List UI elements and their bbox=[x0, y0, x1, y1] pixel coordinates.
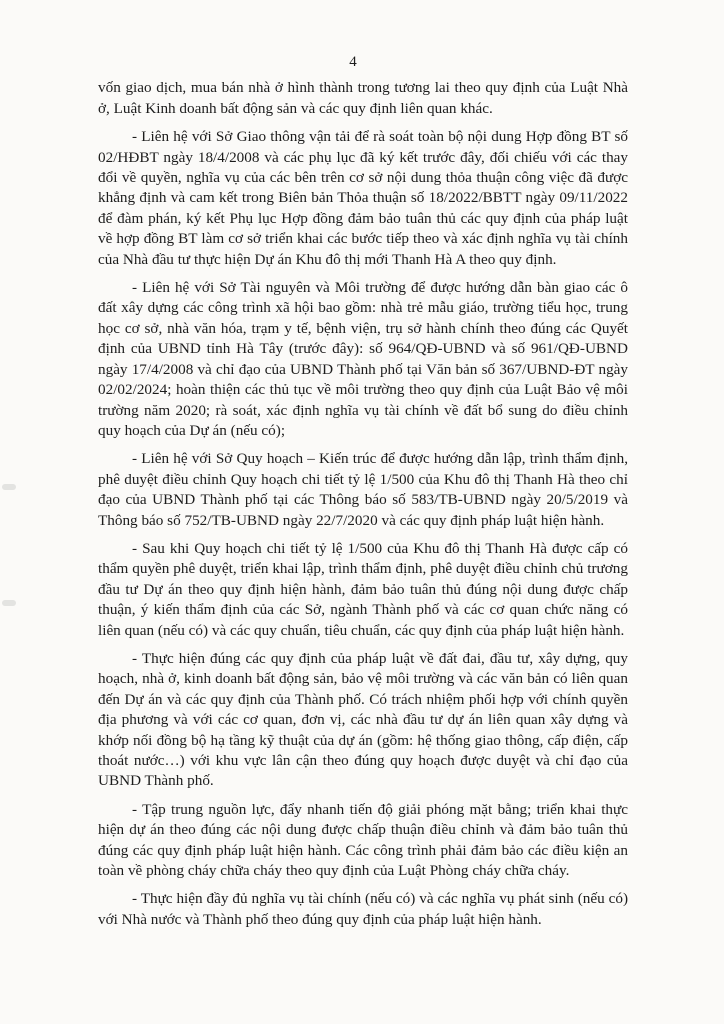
paragraph-8: - Thực hiện đầy đủ nghĩa vụ tài chính (nếu có) và các nghĩa vụ phát sinh (nếu có) với Nhà nước và Thành phố theo đúng quy định của pháp luật hiện hành. bbox=[98, 890, 628, 928]
page-number: 4 bbox=[349, 54, 357, 70]
scan-edge-mark bbox=[2, 484, 16, 490]
paragraph-1: vốn giao dịch, mua bán nhà ở hình thành trong tương lai theo quy định của Luật Nhà ở, Luật Kinh doanh bất động sản và các quy định liên quan khác. bbox=[98, 79, 628, 117]
scan-edge-mark bbox=[2, 600, 16, 606]
paragraph-5: - Sau khi Quy hoạch chi tiết tỷ lệ 1/500 của Khu đô thị Thanh Hà được cấp có thẩm quyền phê duyệt, triển khai lập, trình thẩm định, phê duyệt điều chỉnh chủ trương đầu tư Dự án theo quy định hiện hành, đảm bảo tuân thủ đúng nội dung được chấp thuận, ý kiến thẩm định của các Sở, ngành Thành phố và các cơ quan chức năng có liên quan (nếu có) và các quy chuẩn, tiêu chuẩn, các quy định của pháp luật hiện hành. bbox=[98, 539, 628, 639]
paragraph-6: - Thực hiện đúng các quy định của pháp luật về đất đai, đầu tư, xây dựng, quy hoạch, nhà ở, kinh doanh bất động sản, bảo vệ môi trường và các văn bản có liên quan đến Dự án và các quy định của Thành phố. Có trách nhiệm phối hợp với chính quyền địa phương và với các cơ quan, đơn vị, các nhà đầu tư dự án liên quan xây dựng và khớp nối đồng bộ hạ tầng kỹ thuật của dự án (gồm: hệ thống giao thông, cấp điện, cấp thoát nước…) với khu vực lân cận theo đúng quy hoạch được duyệt và chỉ đạo của UBND Thành phố. bbox=[98, 649, 628, 790]
document-body bbox=[98, 78, 628, 930]
paragraph-3: - Liên hệ với Sở Tài nguyên và Môi trường để được hướng dẫn bàn giao các ô đất xây dựng các công trình xã hội bao gồm: nhà trẻ mẫu giáo, trường tiểu học, trung học cơ sở, nhà văn hóa, trạm y tế, bệnh viện, trụ sở hành chính theo đúng các Quyết định của UBND tỉnh Hà Tây (trước đây): số 964/QĐ-UBND và số 961/QĐ-UBND ngày 17/4/2008 và chỉ đạo của UBND Thành phố tại Văn bản số 367/UBND-ĐT ngày 02/02/2024; hoàn thiện các thủ tục về môi trường theo quy định của Luật Bảo vệ môi trường năm 2020; rà soát, xác định nghĩa vụ tài chính về đất bổ sung do điều chỉnh quy hoạch của Dự án (nếu có); bbox=[98, 279, 628, 439]
paragraph-7: - Tập trung nguồn lực, đẩy nhanh tiến độ giải phóng mặt bằng; triển khai thực hiện dự án theo đúng các nội dung được chấp thuận điều chỉnh và đảm bảo tuân thủ đúng các quy định pháp luật hiện hành. Các công trình phải đảm bảo các điều kiện an toàn về phòng cháy chữa cháy theo quy định của Luật Phòng cháy chữa cháy. bbox=[98, 800, 628, 880]
paragraph-2: - Liên hệ với Sở Giao thông vận tải để rà soát toàn bộ nội dung Hợp đồng BT số 02/HĐBT ngày 18/4/2008 và các phụ lục đã ký kết trước đây, đối chiếu với các thay đổi về quyền, nghĩa vụ của các bên trên cơ sở nội dung thỏa thuận công việc đã được khẳng định và cam kết trong Biên bản Thỏa thuận số 18/2022/BBTT ngày 09/11/2022 để đàm phán, ký kết Phụ lục Hợp đồng đảm bảo tuân thủ các quy định của pháp luật về hợp đồng BT làm cơ sở triển khai các bước tiếp theo và xác định nghĩa vụ tài chính của Nhà đầu tư thực hiện Dự án Khu đô thị mới Thanh Hà A theo quy định. bbox=[98, 128, 628, 268]
paragraph-4: - Liên hệ với Sở Quy hoạch – Kiến trúc để được hướng dẫn lập, trình thẩm định, phê duyệt điều chỉnh Quy hoạch chi tiết tỷ lệ 1/500 của Khu đô thị Thanh Hà theo chỉ đạo của UBND Thành phố tại các Thông báo số 583/TB-UBND ngày 20/5/2019 và Thông báo số 752/TB-UBND ngày 22/7/2020 và các quy định pháp luật hiện hành. bbox=[98, 450, 628, 529]
